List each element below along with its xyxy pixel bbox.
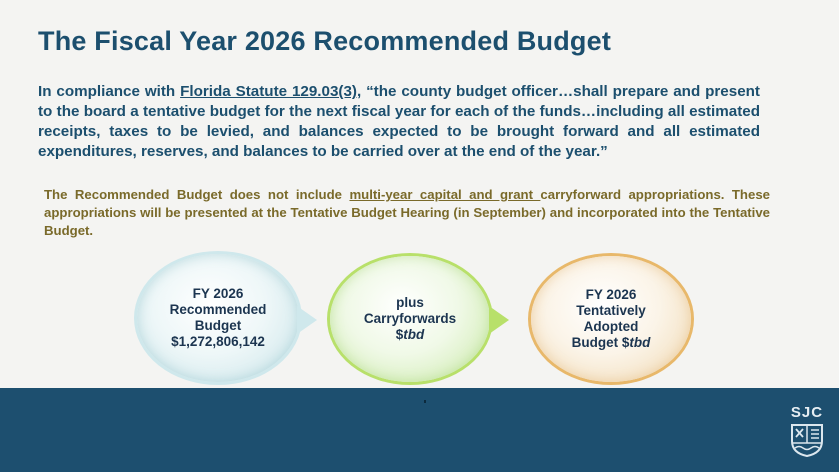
flow-arrow-icon [489, 306, 509, 334]
bubble-3-line-1: FY 2026 [585, 287, 637, 302]
note-body: carryforward appropriations. These appropriations will be presented at the Tentative Budget Hearing (in September) and incorporated into the Tentative Budget. [44, 187, 770, 238]
carryforwards-amount: $tbd [395, 327, 425, 342]
tentative-budget-bubble [531, 256, 691, 382]
bubble-2-line-2: Carryforwards [363, 311, 457, 326]
tentative-budget-amount: Budget $tbd [571, 335, 651, 350]
logo-text: SJC [790, 404, 824, 421]
quote-body: , “the county budget officer…shall prepare and present to the board a tentative budget for the next fiscal year for each of the funds…including all estimated receipts, taxes to be levied, and balances expected to be brought forward and all estimated expenditures, reserves, and balances to be carried over at the end of the year.” [38, 83, 760, 160]
footer-band [0, 388, 839, 472]
florida-statute-link[interactable]: Florida Statute 129.03(3) [180, 83, 357, 100]
slide-title: The Fiscal Year 2026 Recommended Budget [38, 26, 612, 56]
carryforward-note [44, 186, 770, 240]
bubble-3-line-3: Adopted [583, 319, 639, 334]
statute-quote [38, 82, 760, 162]
bubble-2-line-1: plus [396, 295, 424, 310]
carryforwards-bubble [330, 256, 490, 382]
county-logo [787, 404, 827, 460]
note-prefix: The Recommended Budget does not include [44, 187, 350, 202]
flow-arrow-icon [297, 306, 317, 334]
county-shield-icon [790, 423, 824, 457]
recommended-budget-bubble [137, 254, 299, 382]
bubble-1-line-3: Budget [194, 318, 242, 333]
bubble-1-line-1: FY 2026 [192, 286, 244, 301]
recommended-budget-amount: $1,272,806,142 [171, 334, 265, 349]
capital-grant-underline: multi-year capital and grant [349, 187, 541, 202]
quote-prefix: In compliance with [38, 83, 181, 100]
footer-dot [424, 400, 426, 403]
bubble-1-line-2: Recommended [169, 302, 267, 317]
bubble-3-line-2: Tentatively [576, 303, 646, 318]
